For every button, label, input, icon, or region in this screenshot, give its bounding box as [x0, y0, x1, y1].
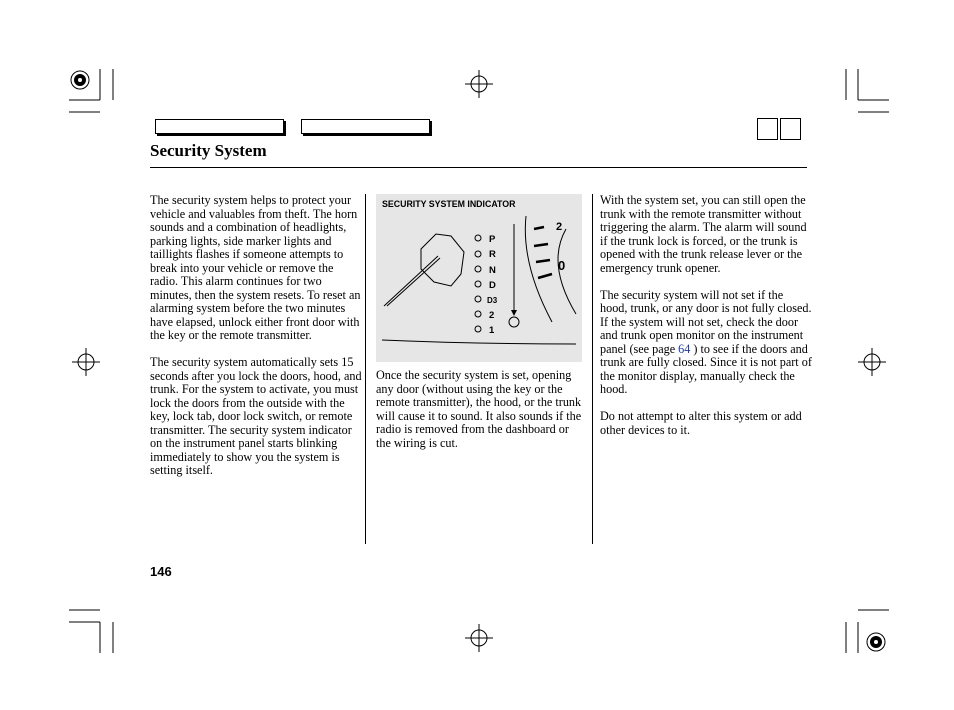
trunk-paragraph: With the system set, you can still open the trunk with the remote transmitter without triggering the alarm. The alarm will sound if the trunk lock is forced, or the trunk is opened with the trunk release lever or the emergency trunk opener.	[600, 193, 807, 275]
next-page-button[interactable]	[780, 118, 801, 140]
gear-label-1: 1	[489, 325, 495, 336]
prev-page-button[interactable]	[757, 118, 778, 140]
do-not-alter-paragraph: Do not attempt to alter this system or add other devices to it.	[600, 409, 802, 437]
page-title: Security System	[150, 141, 267, 160]
svg-text:2: 2	[556, 221, 563, 233]
gear-label-n: N	[489, 265, 496, 276]
column-divider-1	[365, 194, 366, 544]
page-64-link[interactable]: 64	[678, 341, 691, 356]
gear-label-r: R	[489, 249, 496, 260]
gear-label-2: 2	[489, 310, 495, 321]
title-rule	[150, 167, 807, 168]
alarm-trigger-paragraph: Once the security system is set, opening any door (without using the key or the remote transmitter), the hood, or the trunk will cause it to sound. It also sounds if the radio is removed from the dashboard or the wiring is cut.	[376, 368, 582, 450]
security-indicator-figure	[376, 194, 582, 362]
starburst-mark-bottom-right	[867, 633, 885, 651]
page-number: 146	[150, 564, 172, 579]
nav-button-right[interactable]	[301, 119, 430, 134]
instrument-panel-illustration	[376, 194, 582, 362]
column-2	[376, 369, 584, 464]
figure-label: SECURITY SYSTEM INDICATOR	[382, 199, 516, 209]
gear-label-d3: D3	[487, 296, 498, 305]
nav-button-left[interactable]	[155, 119, 284, 134]
intro-paragraph: The security system helps to protect your vehicle and valuables from theft. The horn sounds and a combination of headlights, parking lights, side marker lights and taillights flashes if someone attempts to break into your vehicle or remove the radio. This alarm continues for two minutes, then the system resets. To reset an alarming system before the two minutes have elapsed, unlock either front door with the key or the remote transmitter.	[150, 193, 361, 342]
auto-set-paragraph: The security system automatically sets 15 seconds after you lock the doors, hood, and trunk. For the system to activate, you must lock the doors from the outside with the key, lock tab, door lock switch, or remote transmitter. The security system indicator on the instrument panel starts blinking immediately to show you the system is setting itself.	[150, 355, 362, 477]
starburst-mark-top-left	[71, 71, 89, 89]
column-3	[600, 194, 812, 451]
gear-label-p: P	[489, 234, 496, 245]
svg-text:0: 0	[558, 258, 566, 273]
column-1	[150, 194, 362, 491]
will-not-set-paragraph: The security system will not set if the hood, trunk, or any door is not fully closed. If the system will not set, check the door and trunk open monitor on the instrument panel (see page 64 ) to see if the doors and trunk are fully closed. Since it is not part of the monitor display, manually check the hood.	[600, 287, 812, 396]
gear-label-d: D	[489, 280, 496, 291]
column-divider-2	[592, 194, 593, 544]
